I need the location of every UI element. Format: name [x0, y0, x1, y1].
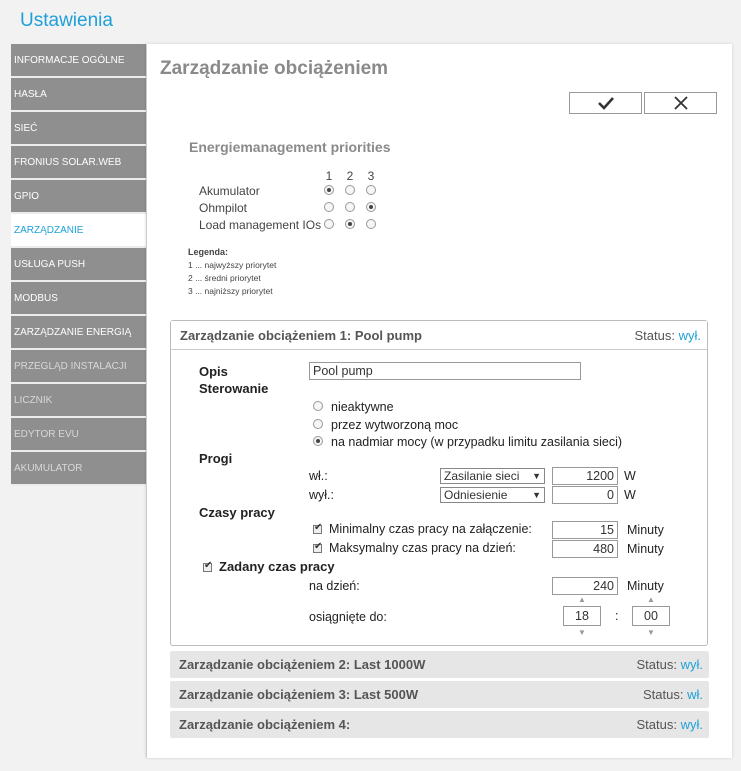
unit-minutes-label: Minuty [627, 523, 664, 537]
load-management-2-status [637, 657, 703, 672]
priority-column-2: 2 [346, 169, 354, 183]
opis-input[interactable]: Pool pump [309, 362, 581, 380]
sterowanie-option-label: przez wytworzoną moc [331, 418, 459, 432]
sidebar-item-siec[interactable]: SIEĆ [11, 112, 146, 146]
sterowanie-option-label: nieaktywne [331, 400, 394, 414]
progi-label: Progi [199, 451, 233, 466]
status-value: wył. [680, 657, 703, 672]
status-value: wł. [687, 687, 703, 702]
sidebar-item-gpio[interactable]: GPIO [11, 180, 146, 214]
load-management-2-title: Zarządzanie obciążeniem 2: Last 1000W [179, 657, 426, 672]
threshold-on-label: wł.: [309, 469, 328, 483]
minute-down-icon[interactable]: ▼ [647, 628, 655, 637]
reached-by-label: osiągnięte do: [309, 610, 387, 624]
priority-ohmpilot-1-radio[interactable] [324, 202, 334, 212]
load-management-3-header[interactable] [170, 681, 709, 708]
sidebar [11, 44, 146, 486]
czasy-pracy-label: Czasy pracy [199, 505, 275, 520]
sidebar-item-edytor-evu[interactable]: EDYTOR EVU [11, 418, 146, 452]
status-label: Status: [636, 657, 677, 672]
priority-column-1: 1 [325, 169, 333, 183]
priority-akumulator-2-radio[interactable] [345, 185, 355, 195]
sidebar-item-zarzadzanie-energia[interactable]: ZARZĄDZANIE ENERGIĄ [11, 316, 146, 350]
status-value: wył. [678, 327, 701, 343]
confirm-button[interactable] [569, 92, 642, 114]
sidebar-item-usluga-push[interactable]: USŁUGA PUSH [11, 248, 146, 282]
load-management-1-header[interactable] [171, 321, 707, 350]
priority-load-management-1-radio[interactable] [324, 219, 334, 229]
unit-w-label: W [624, 488, 636, 502]
load-management-4-header[interactable] [170, 711, 709, 738]
priority-load-management-2-radio[interactable] [345, 219, 355, 229]
hour-input[interactable]: 18 [563, 606, 601, 626]
threshold-off-select[interactable] [440, 487, 545, 503]
per-day-label: na dzień: [309, 579, 360, 593]
sidebar-item-modbus[interactable]: MODBUS [11, 282, 146, 316]
min-runtime-input[interactable]: 15 [552, 521, 618, 539]
load-management-4-status [637, 717, 703, 732]
load-management-1-status [635, 328, 701, 343]
close-icon [671, 93, 691, 113]
hour-up-icon[interactable]: ▲ [578, 595, 586, 604]
sidebar-item-zarzadzanie[interactable]: ZARZĄDZANIE [11, 214, 148, 248]
status-value: wył. [680, 717, 703, 732]
load-management-1-section [170, 320, 708, 646]
cancel-button[interactable] [644, 92, 717, 114]
load-management-2-header[interactable] [170, 651, 709, 678]
sterowanie-option-label: na nadmiar mocy (w przypadku limitu zasilania sieci) [331, 435, 623, 449]
min-runtime-checkbox[interactable] [313, 525, 322, 534]
max-runtime-label: Maksymalny czas pracy na dzień: [329, 541, 516, 555]
checkmark-icon [596, 93, 616, 113]
threshold-off-label: wył.: [309, 488, 334, 502]
load-management-3-title: Zarządzanie obciążeniem 3: Last 500W [179, 687, 419, 702]
priority-ohmpilot-3-radio[interactable] [366, 202, 376, 212]
threshold-on-select[interactable] [440, 468, 545, 484]
sterowanie-nieaktywne-radio[interactable] [313, 401, 323, 411]
per-day-input[interactable]: 240 [552, 577, 618, 595]
minute-input[interactable]: 00 [632, 606, 670, 626]
priority-akumulator-1-radio[interactable] [324, 185, 334, 195]
load-management-1-title: Zarządzanie obciążeniem 1: Pool pump [180, 327, 422, 343]
sterowanie-wytworzona-moc-radio[interactable] [313, 419, 323, 429]
legend-title: Legenda: [188, 247, 229, 257]
load-management-3-status [643, 687, 703, 702]
legend-line: 2 ... średni priorytet [188, 273, 261, 283]
hour-down-icon[interactable]: ▼ [578, 628, 586, 637]
sidebar-item-przeglad-instalacji[interactable]: PRZEGLĄD INSTALACJI [11, 350, 146, 384]
unit-minutes-label: Minuty [627, 542, 664, 556]
opis-label: Opis [199, 364, 228, 379]
threshold-on-input[interactable]: 1200 [552, 467, 618, 485]
max-runtime-checkbox[interactable] [313, 544, 322, 553]
threshold-on-select-value: Zasilanie sieci [444, 469, 520, 483]
minute-up-icon[interactable]: ▲ [647, 595, 655, 604]
app-title: Ustawienia [20, 10, 113, 31]
priority-label-load-management: Load management IOs [199, 218, 322, 232]
sidebar-item-akumulator[interactable]: AKUMULATOR [11, 452, 146, 486]
threshold-off-input[interactable]: 0 [552, 486, 618, 504]
sidebar-item-fronius-solar-web[interactable]: FRONIUS SOLAR.WEB [11, 146, 146, 180]
chevron-down-icon: ▼ [532, 490, 541, 500]
sidebar-item-informacje-ogolne[interactable]: INFORMACJE OGÓLNE [11, 44, 146, 78]
priority-column-3: 3 [367, 169, 375, 183]
sterowanie-label: Sterowanie [199, 381, 269, 396]
page-title: Zarządzanie obciążeniem [160, 58, 389, 79]
priority-akumulator-3-radio[interactable] [366, 185, 376, 195]
priority-label-ohmpilot: Ohmpilot [199, 201, 248, 215]
priorities-title: Energiemanagement priorities [189, 139, 391, 155]
content-panel [146, 44, 732, 758]
priority-ohmpilot-2-radio[interactable] [345, 202, 355, 212]
time-separator: : [615, 609, 619, 623]
legend-line: 3 ... najniższy priorytet [188, 286, 273, 296]
sterowanie-nadmiar-mocy-radio[interactable] [313, 436, 323, 446]
status-label: Status: [634, 327, 675, 343]
priority-label-akumulator: Akumulator [199, 184, 260, 198]
legend [188, 246, 276, 298]
target-runtime-label: Zadany czas pracy [219, 559, 335, 574]
threshold-off-select-value: Odniesienie [444, 488, 508, 502]
sidebar-item-licznik[interactable]: LICZNIK [11, 384, 146, 418]
legend-line: 1 ... najwyższy priorytet [188, 260, 277, 270]
target-runtime-checkbox[interactable] [203, 563, 212, 572]
status-label: Status: [643, 687, 684, 702]
chevron-down-icon: ▼ [532, 471, 541, 481]
unit-minutes-label: Minuty [627, 579, 664, 593]
min-runtime-label: Minimalny czas pracy na załączenie: [329, 522, 532, 536]
sidebar-item-hasla[interactable]: HASŁA [11, 78, 146, 112]
load-management-4-title: Zarządzanie obciążeniem 4: [179, 717, 351, 732]
priority-load-management-3-radio[interactable] [366, 219, 376, 229]
max-runtime-input[interactable]: 480 [552, 540, 618, 558]
status-label: Status: [636, 717, 677, 732]
unit-w-label: W [624, 469, 636, 483]
